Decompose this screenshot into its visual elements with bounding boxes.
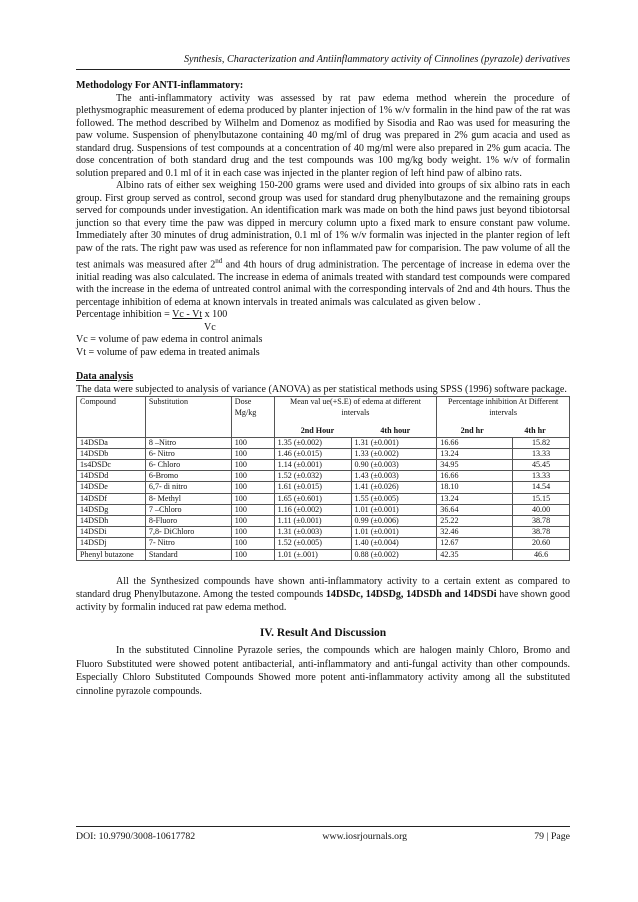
cell-dose: 100 (231, 437, 274, 448)
cell-pct-4th: 20.60 (513, 538, 570, 549)
results-paragraph: In the substituted Cinnoline Pyrazole series, the compounds which are halogen mainly Chloro, Bromo and Fluoro Substituted were showed potent antibacterial, anti-inflammatory and anti-fungal activity than other compounds. Especially Chloro Substituted Compounds Showed more potent anti-inflammatory activity among all the substituted cinnoline pyrazole compounds. (76, 645, 570, 697)
para2-superscript: nd (215, 257, 223, 265)
cell-mean-4th: 1.43 (±0.003) (351, 471, 437, 482)
header-mean-value (274, 397, 437, 437)
cell-mean-4th: 1.33 (±0.002) (351, 448, 437, 459)
methodology-heading: Methodology For ANTI-inflammatory: (76, 80, 244, 91)
cell-mean-2nd: 1.52 (±0.005) (274, 538, 351, 549)
cell-pct-4th: 13.33 (513, 471, 570, 482)
cell-mean-2nd: 1.46 (±0.015) (274, 448, 351, 459)
cell-mean-4th: 1.40 (±0.004) (351, 538, 437, 549)
formula-prefix: Percentage inhibition = (76, 309, 173, 321)
cell-pct-2nd: 18.10 (437, 482, 513, 493)
table-row (77, 459, 570, 470)
cell-mean-2nd: 1.31 (±0.003) (274, 527, 351, 538)
cell-dose: 100 (231, 459, 274, 470)
para2-part-b: and 4th hours of drug administration. The percentage of increase in edema over the initial reading was also calculated. The increase in edema of animals treated with standard test compounds were compared with the increase in the edema of untreated control animal with the corresponding intervals of 2nd and 4th hours. Thus the percentage inhibition of edema at known intervals in treated animals was calculated as given below . (76, 259, 570, 308)
cell-dose: 100 (231, 549, 274, 560)
cell-substitution: 6,7- di nitro (145, 482, 231, 493)
header-4th-hour: 4th hour (380, 426, 411, 436)
cell-compound: 14DSDj (77, 538, 146, 549)
table-row (77, 437, 570, 448)
cell-mean-4th: 1.55 (±0.005) (351, 493, 437, 504)
header-percentage (437, 397, 570, 437)
cell-mean-4th: 0.90 (±0.003) (351, 459, 437, 470)
table-row (77, 515, 570, 526)
cell-pct-2nd: 16.66 (437, 437, 513, 448)
cell-mean-2nd: 1.61 (±0.015) (274, 482, 351, 493)
header-substitution: Substitution (145, 397, 231, 437)
table-row (77, 549, 570, 560)
cell-mean-2nd: 1.01 (±.001) (274, 549, 351, 560)
formula-suffix: x 100 (202, 309, 228, 321)
cell-compound: 14DSDh (77, 515, 146, 526)
table-header-row (77, 397, 570, 437)
cell-compound: 14DSDg (77, 504, 146, 515)
header-pct-subcols (440, 426, 566, 436)
cell-mean-2nd: 1.14 (±0.001) (274, 459, 351, 470)
running-title: Synthesis, Characterization and Antiinflammatory activity of Cinnolines (pyrazole) derivatives (183, 54, 570, 65)
formula-denominator-line (76, 322, 570, 335)
footer-doi: DOI: 10.9790/3008-10617782 (76, 831, 196, 842)
cell-pct-2nd: 32.46 (437, 527, 513, 538)
cell-dose: 100 (231, 493, 274, 504)
footer-rule (76, 826, 570, 827)
cell-dose: 100 (231, 515, 274, 526)
summary-bold-compounds: 14DSDc, 14DSDg, 14DSDh and 14DSDi (325, 588, 497, 600)
cell-pct-4th: 46.6 (513, 549, 570, 560)
summary-part-a: All the Synthesized compounds have shown anti-inflammatory activity to a certain extent as compared to standard drug Phenylbutazone. Among the tested compounds (76, 575, 570, 600)
cell-dose: 100 (231, 448, 274, 459)
formula-denominator: Vc (204, 321, 216, 333)
cell-compound: 1s4DSDc (77, 459, 146, 470)
header-dose: Dose Mg/kg (231, 397, 274, 437)
cell-mean-2nd: 1.35 (±0.002) (274, 437, 351, 448)
cell-pct-4th: 15.82 (513, 437, 570, 448)
table-row (77, 471, 570, 482)
para2-part-a: Albino rats of either sex weighing 150-200 grams were used and divided into groups of six albino rats in each group. First group served as control, second group was used for standard drug phenylbutazone and the remaining groups served for compounds under investigation. An identification mark was made on both the hind paws just beyond tibiotorsal junction so that every time the paw was dipped in mercury column upto a fixed mark to ensure constant paw volume. Immediately after 30 minutes of drug administration, 0.1 ml of 1% w/v formalin was injected in the planter region of left paw of the rats. The right paw was used as reference for non inflammated paw for comparision. The paw volume of all the test animals was measured after 2 (76, 180, 570, 271)
cell-substitution: 8- Methyl (145, 493, 231, 504)
cell-pct-2nd: 25.22 (437, 515, 513, 526)
cell-pct-4th: 45.45 (513, 459, 570, 470)
cell-pct-2nd: 42.35 (437, 549, 513, 560)
cell-mean-4th: 1.01 (±0.001) (351, 504, 437, 515)
table-row (77, 482, 570, 493)
formula-numerator: Vc - Vt (172, 309, 203, 321)
cell-substitution: 6- Chloro (145, 459, 231, 470)
cell-mean-2nd: 1.65 (±0.601) (274, 493, 351, 504)
cell-substitution: 8 –Nitro (145, 437, 231, 448)
cell-dose: 100 (231, 504, 274, 515)
cell-compound: Phenyl butazone (77, 549, 146, 560)
cell-substitution: 8-Fluoro (145, 515, 231, 526)
cell-pct-4th: 38.78 (513, 527, 570, 538)
cell-mean-4th: 1.41 (±0.026) (351, 482, 437, 493)
header-mean-subcols (278, 426, 434, 436)
cell-pct-2nd: 34.95 (437, 459, 513, 470)
cell-mean-4th: 1.31 (±0.001) (351, 437, 437, 448)
table-row (77, 448, 570, 459)
methodology-paragraph-1: The anti-inflammatory activity was assessed by rat paw edema method wherein the procedure of plethysmographic measurement of edema produced by planter injection of 1% w/v formalin in the hind paw of the rat was followed. The method described by Wilhelm and Domenoz as modified by Sisodia and Rao was used for measuring the paw volume. Suspension of phenylbutazone containing 40 mg/ml of drug was prepared in 2% gum acacia and used as standard drug. Suspensions of test compounds at a concentration of 40 mg/ml were also prepared in 2% gum acacia. The dose concentration of both standard drug and the test compounds was 100 mg/kg body weight. 1% w/v of formalin solution prepared and 0.1 ml of it in each case was injected in the planter region of left hind paw of albino rats. (76, 92, 570, 179)
definition-vc: Vc = volume of paw edema in control animals (76, 334, 263, 346)
cell-dose: 100 (231, 471, 274, 482)
cell-mean-4th: 1.01 (±0.001) (351, 527, 437, 538)
header-2nd-hr: 2nd hr (460, 426, 484, 436)
summary-part-b: have shown good activity by formalin induced rat paw edema method. (76, 588, 570, 613)
cell-substitution: 6- Nitro (145, 448, 231, 459)
table-row (77, 493, 570, 504)
data-analysis-heading: Data analysis (76, 371, 134, 383)
definition-vt: Vt = volume of paw edema in treated animals (76, 346, 260, 358)
cell-dose: 100 (231, 538, 274, 549)
table-row (77, 504, 570, 515)
header-4th-hr: 4th hr (524, 426, 546, 436)
cell-pct-2nd: 13.24 (437, 448, 513, 459)
cell-mean-2nd: 1.16 (±0.002) (274, 504, 351, 515)
cell-compound: 14DSDd (77, 471, 146, 482)
cell-compound: 14DSDi (77, 527, 146, 538)
cell-dose: 100 (231, 482, 274, 493)
footer-page: 79 | Page (534, 831, 570, 842)
cell-substitution: 7,8- DiChloro (145, 527, 231, 538)
cell-pct-4th: 13.33 (513, 448, 570, 459)
table-row (77, 527, 570, 538)
footer-site: www.iosrjournals.org (322, 831, 408, 842)
cell-substitution: 7- Nitro (145, 538, 231, 549)
results-table (76, 396, 570, 560)
cell-compound: 14DSDa (77, 437, 146, 448)
cell-pct-4th: 15.15 (513, 493, 570, 504)
cell-compound: 14DSDb (77, 448, 146, 459)
header-pct-label: Percentage inhibition At Different intervals (448, 397, 559, 417)
data-analysis-text: The data were subjected to analysis of variance (ANOVA) as per statistical methods using SPSS (1996) software package. (76, 383, 567, 395)
page-footer (76, 831, 570, 842)
cell-mean-4th: 0.99 (±0.006) (351, 515, 437, 526)
cell-pct-2nd: 36.64 (437, 504, 513, 515)
cell-dose: 100 (231, 527, 274, 538)
cell-mean-4th: 0.88 (±0.002) (351, 549, 437, 560)
methodology-paragraph-2 (76, 180, 570, 309)
cell-substitution: 7 –Chloro (145, 504, 231, 515)
header-rule (76, 69, 570, 70)
header-compound: Compound (77, 397, 146, 437)
cell-compound: 14DSDe (77, 482, 146, 493)
cell-substitution: 6-Bromo (145, 471, 231, 482)
cell-mean-2nd: 1.52 (±0.032) (274, 471, 351, 482)
cell-pct-2nd: 16.66 (437, 471, 513, 482)
cell-pct-4th: 40.00 (513, 504, 570, 515)
cell-mean-2nd: 1.11 (±0.001) (274, 515, 351, 526)
cell-pct-4th: 14.54 (513, 482, 570, 493)
header-mean-label: Mean val ue(+S.E) of edema at different intervals (290, 397, 421, 417)
page-content (76, 80, 570, 698)
summary-paragraph (76, 575, 570, 614)
formula-line (76, 309, 570, 322)
results-heading: IV. Result And Discussion (259, 626, 387, 639)
cell-pct-2nd: 12.67 (437, 538, 513, 549)
cell-compound: 14DSDf (77, 493, 146, 504)
table-body (77, 437, 570, 560)
cell-pct-4th: 38.78 (513, 515, 570, 526)
table-row (77, 538, 570, 549)
header-2nd-hour: 2nd Hour (300, 426, 335, 436)
cell-pct-2nd: 13.24 (437, 493, 513, 504)
cell-substitution: Standard (145, 549, 231, 560)
